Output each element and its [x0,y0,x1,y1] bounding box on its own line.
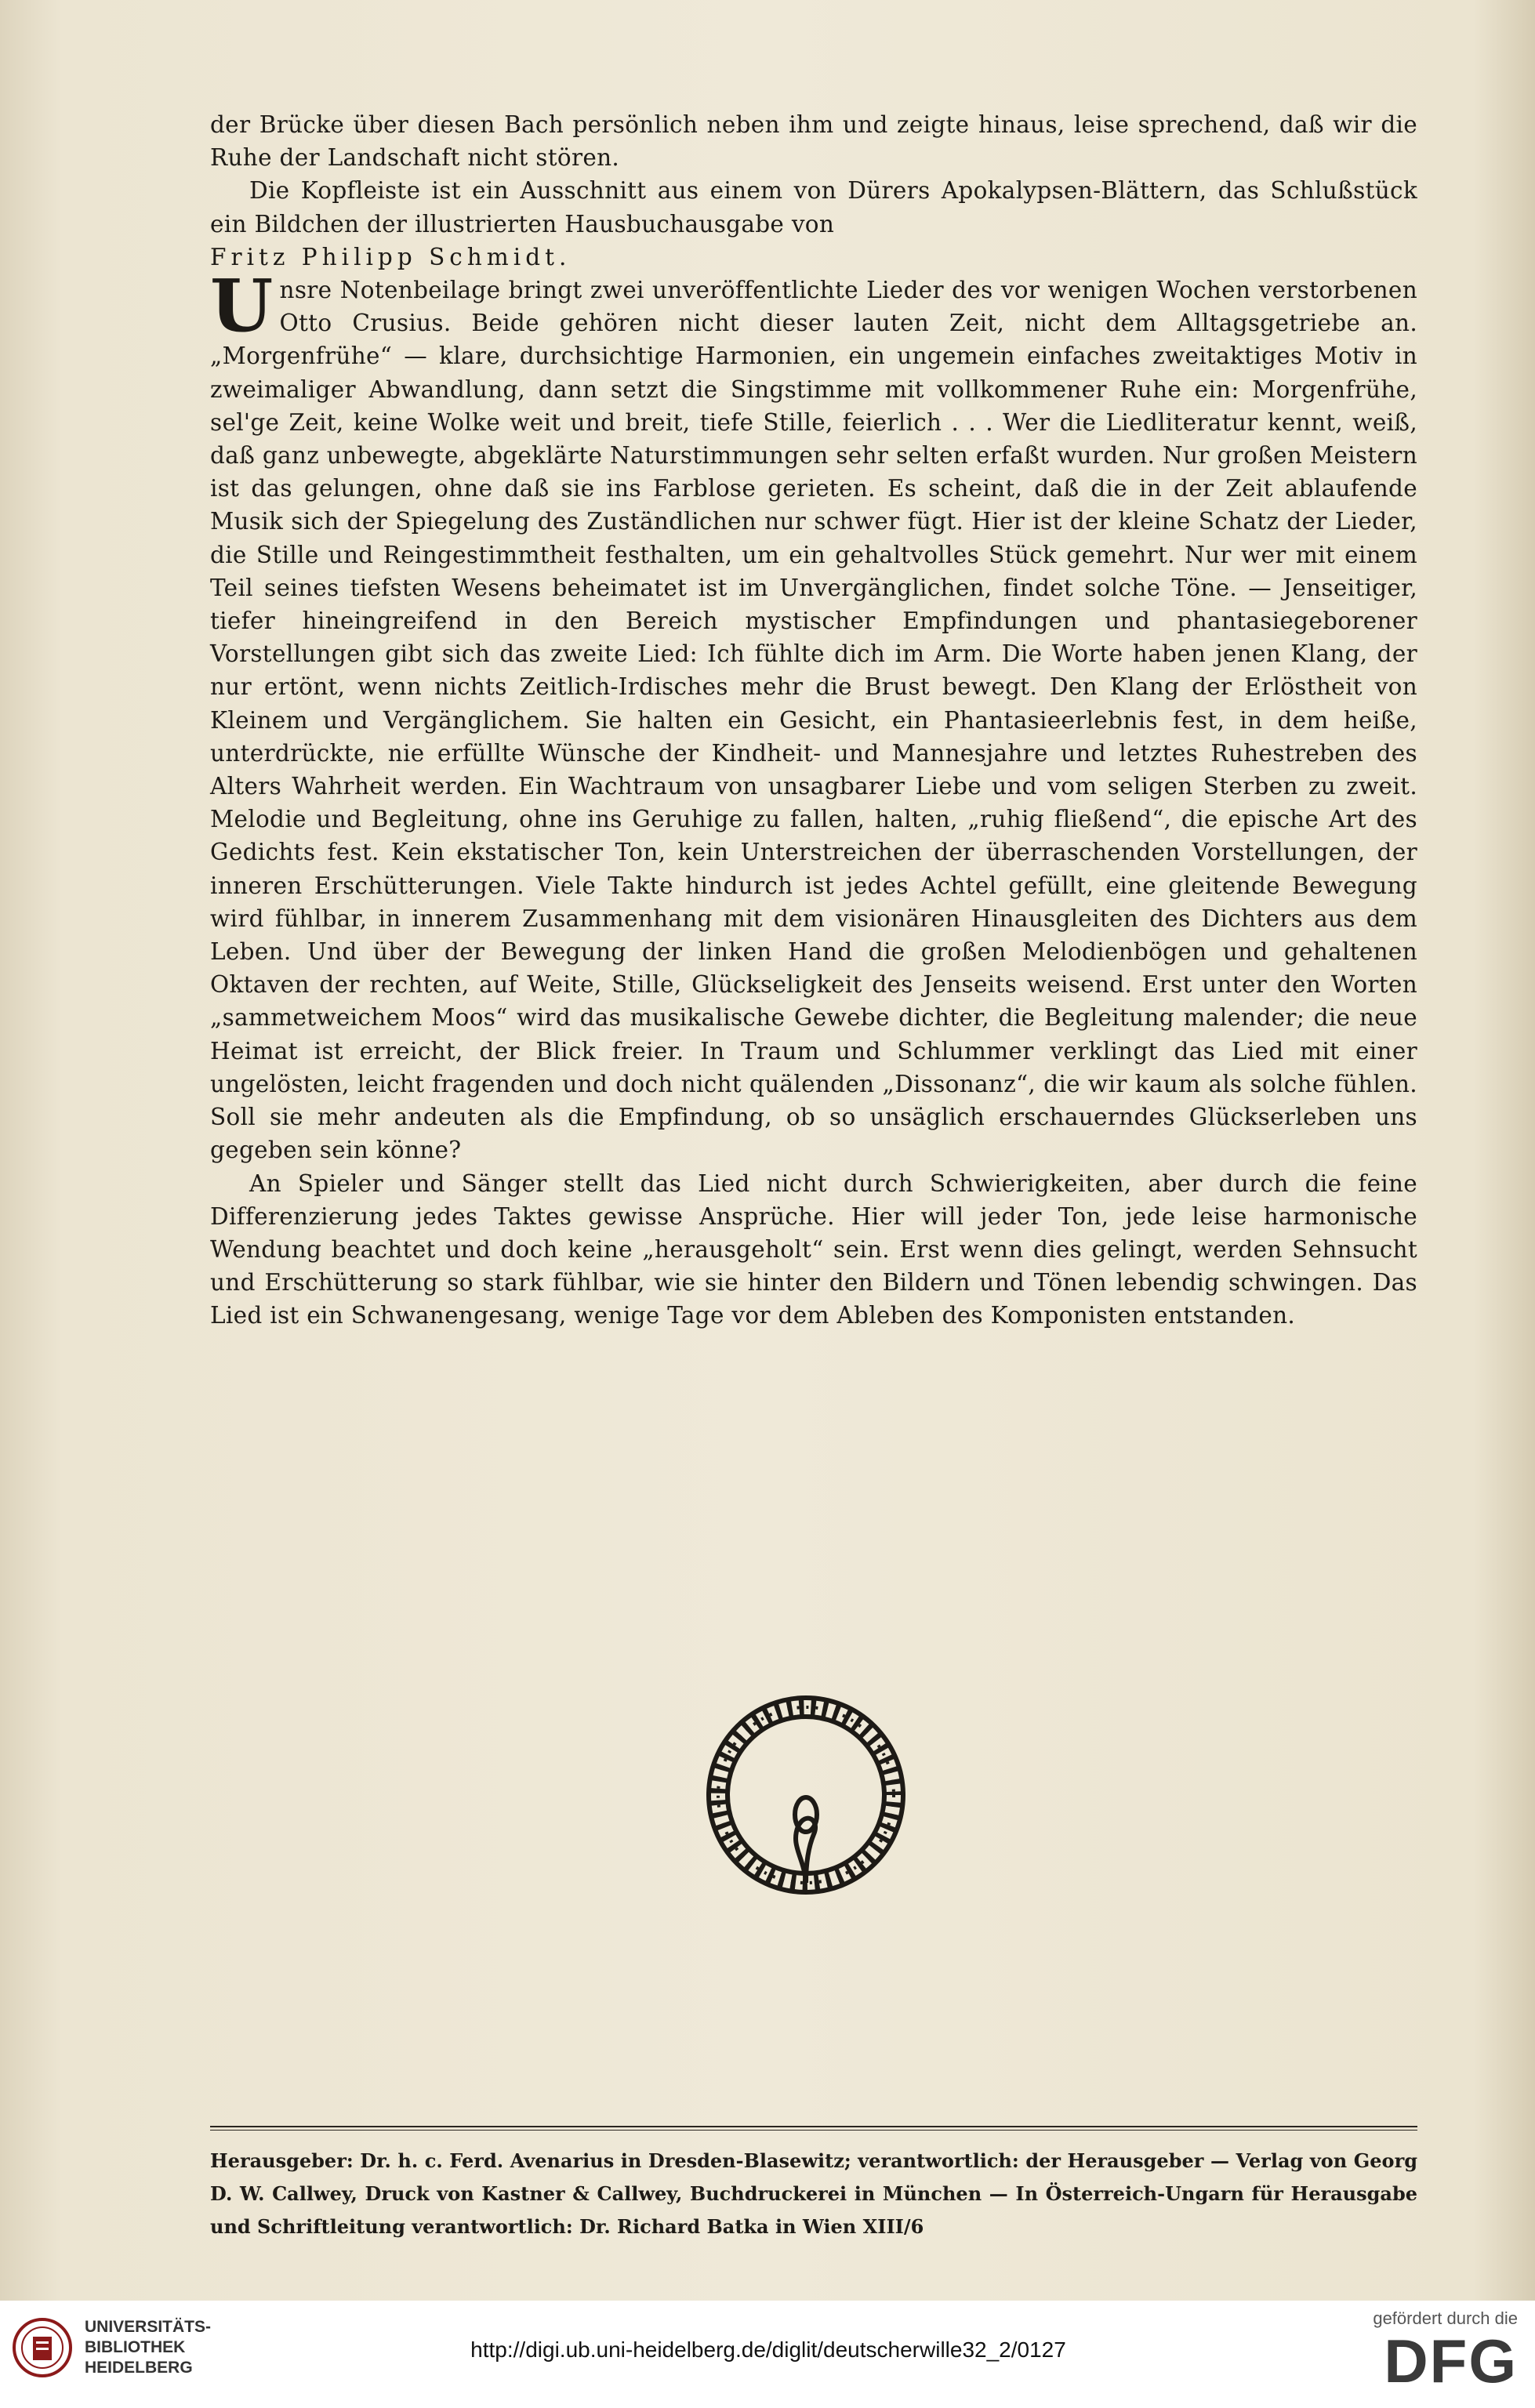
text-line: sprechend, daß wir die Ruhe der Landschaft nicht stören. [210,111,1417,172]
artist-name: Fritz Philipp Schmidt. [210,243,572,270]
footer-rule [210,2126,1417,2127]
paragraph-4 [210,1167,1417,1333]
paragraph-1 [210,108,1417,174]
imprint-text: Herausgeber: Dr. h. c. Ferd. Avenarius in Dresden-Blasewitz; verantwortlich: der Herausgeber — Verlag von Georg D. W. Callwey, Druck von Kastner & Callwey, Buchdruckerei in München — In Österreich-Ungarn für Herausgabe und Schriftleitung verantwortlich: Dr. Richard Batka in Wien XIII/6 [210,2149,1417,2238]
permalink[interactable]: http://digi.ub.uni-heidelberg.de/diglit/deutscherwille32_2/0127 [470,2337,1066,2362]
library-logo[interactable] [11,2316,211,2379]
funder-logo[interactable] [1361,2308,1518,2393]
drop-cap: U [210,263,274,349]
paragraph-2 [210,174,1417,274]
dfg-logo-icon: DFG [1384,2326,1518,2395]
paragraph-text: Die Kopfleiste ist ein Ausschnitt aus einem von Dürers Apokalypsen-Blättern, das Schlußstück ein Bildchen der illustrierten Hausbuchausgabe von [210,177,1417,238]
library-name-line: BIBLIOTHEK [85,2338,186,2356]
library-name [85,2317,211,2378]
imprint-footer [210,2145,1417,2243]
paragraph-3 [210,263,1417,1166]
paragraph-text: An Spieler und Sänger stellt das Lied nicht durch Schwierigkeiten, aber durch die feine Differenzierung jedes Taktes gewisse Ansprüche. Hier will jeder Ton, jede leise harmonische Wendung beachtet und doch keine „herausgeholt“ sein. Erst wenn dies gelingt, werden Sehnsucht und Erschütterung so stark fühlbar, wie sie hinter den Bildern und Tönen lebendig schwingen. Das Lied ist ein Schwanengesang, wenige Tage vor dem Ableben des Komponisten entstanden. [210,1170,1417,1329]
library-name-line: HEIDELBERG [85,2359,193,2377]
article-text [210,108,1417,1333]
ouroboros-snake-icon [688,1677,924,1913]
library-name-line: UNIVERSITÄTS- [85,2318,212,2336]
footer-rule-thin [210,2130,1417,2131]
text-line: der Brücke über diesen Bach persönlich neben ihm und zeigte hinaus, leise [210,111,1130,138]
paragraph-text: nsre Notenbeilage bringt zwei unveröffentlichte Lieder des vor wenigen Wochen verstorbenen Otto Crusius. Beide gehören nicht dieser lauten Zeit, nicht dem Alltagsgetriebe an. „Morgenfrühe“ — klare, durchsichtige Harmonien, ein ungemein einfaches zweitaktiges Motiv in zweimaliger Abwandlung, dann setzt die Singstimme mit vollkommener Ruhe ein: Morgenfrühe, sel'ge Zeit, keine Wolke weit und breit, tiefe Stille, feierlich . . . Wer die Liedliteratur kennt, weiß, daß ganz unbewegte, abgeklärte Naturstimmungen sehr selten erfaßt wurden. Nur großen Meistern ist das gelungen, ohne daß sie ins Farblose gerieten. Es scheint, daß die in der Zeit ablaufende Musik sich der Spiegelung des Zuständlichen nur schwer fügt. Hier ist der kleine Schatz der Lieder, die Stille und Reingestimmtheit festhalten, um ein gehaltvolles Stück gemehrt. Nur wer mit einem Teil seines tiefsten Wesens beheimatet ist im Unvergänglichen, findet solche Töne. — Jenseitiger, tiefer hineingreifend in den Bereich mystischer Empfindungen und phantasiegeborener Vorstellungen gibt sich das zweite Lied: Ich fühlte dich im Arm. Die Worte haben jenen Klang, der nur ertönt, wenn nichts Zeitlich-Irdisches mehr die Brust bewegt. Den Klang der Erlöstheit von Kleinem und Vergänglichem. Sie halten ein Gesicht, ein Phantasieerlebnis fest, in dem heiße, unterdrückte, nie erfüllte Wünsche der Kindheit- und Mannesjahre und letztes Ruhestreben des Alters Wahrheit werden. Ein Wachtraum von unsagbarer Liebe und vom seligen Sterben zu zweit. Melodie und Begleitung, ohne ins Geruhige zu fallen, halten, „ruhig fließend“, die epische Art des Gedichts fest. Kein ekstatischer Ton, kein Unterstreichen der überraschenden Vorstellungen, der inneren Erschütterungen. Viele Takte hindurch ist jedes Achtel gefüllt, eine gleitende Bewegung wird fühlbar, in innerem Zusammenhang mit dem visionären Hinausgleiten des Dichters aus dem Leben. Und über der Bewegung der linken Hand die großen Melodienbögen und gehaltenen Oktaven der rechten, auf Weite, Stille, Glückseligkeit des Jenseits weisend. Erst unter den Worten „sammetweichem Moos“ wird das musikalische Gewebe dichter, die Begleitung malender; die neue Heimat ist erreicht, der Blick freier. In Traum und Schlummer verklingt das Lied mit einer ungelösten, leicht fragenden und doch nicht quälenden „Dissonanz“, die wir kaum als solche fühlen. Soll sie mehr andeuten als die Empfindung, ob so unsäglich erschauerndes Glückserleben uns gegeben sein könne? [210,277,1417,1164]
funder-caption: gefördert durch die [1373,2308,1518,2328]
heidelberg-seal-icon [11,2316,74,2379]
